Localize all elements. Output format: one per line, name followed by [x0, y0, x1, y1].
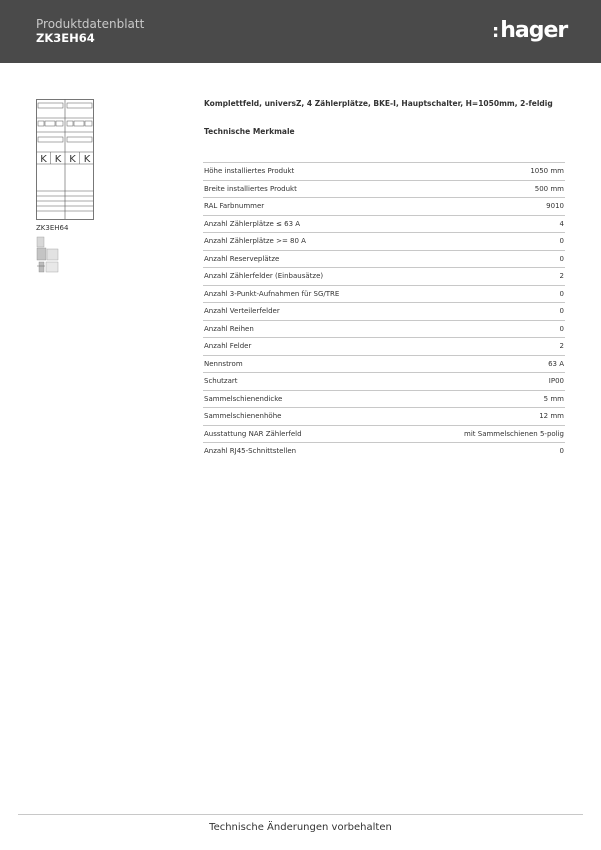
product-description: Komplettfeld, universZ, 4 Zählerplätze, BKE-I, Hauptschalter, H=1050mm, 2-feldig — [204, 99, 553, 108]
spec-label: Sammelschienenhöhe — [204, 412, 282, 421]
spec-label: Anzahl RJ45-Schnittstellen — [204, 447, 297, 456]
spec-row — [203, 425, 565, 443]
section-title-technical-features: Technische Merkmale — [204, 127, 295, 136]
spec-label: Schutzart — [204, 377, 238, 386]
spec-row — [203, 355, 565, 373]
product-photo-thumbnail[interactable] — [36, 236, 60, 274]
spec-label: Nennstrom — [204, 359, 243, 368]
spec-row — [203, 285, 565, 303]
header-bar — [0, 0, 601, 63]
spec-label: Anzahl Zählerplätze ≤ 63 A — [204, 219, 301, 228]
footer-note: Technische Änderungen vorbehalten — [209, 822, 392, 833]
spec-label: Anzahl Reserveplätze — [204, 254, 280, 263]
spec-row — [203, 233, 565, 251]
spec-value: 1050 mm — [530, 167, 564, 176]
meter-label: K — [40, 154, 47, 165]
spec-row — [203, 443, 565, 460]
hager-logo: :hager — [492, 18, 568, 43]
product-schematic-image — [36, 99, 94, 220]
footer-divider — [18, 814, 583, 815]
spec-row — [203, 373, 565, 391]
spec-value: 4 — [559, 219, 564, 228]
spec-label: Anzahl Felder — [204, 342, 252, 351]
spec-row — [203, 163, 565, 181]
spec-row — [203, 268, 565, 286]
spec-value: 2 — [559, 342, 564, 351]
meter-label: K — [54, 154, 62, 165]
spec-label: Sammelschienendicke — [204, 394, 283, 403]
spec-label: Anzahl Zählerplätze >= 80 A — [204, 237, 306, 246]
spec-row — [203, 390, 565, 408]
spec-label: Anzahl 3-Punkt-Aufnahmen für SG/TRE — [204, 289, 340, 298]
meter-label: K — [83, 154, 91, 165]
spec-row — [203, 320, 565, 338]
spec-value: 0 — [559, 307, 564, 316]
spec-label: Anzahl Reihen — [204, 324, 254, 333]
spec-value: 5 mm — [543, 394, 564, 403]
thumbnail-caption: ZK3EH64 — [36, 224, 69, 232]
spec-label: Höhe installiertes Produkt — [204, 167, 295, 176]
spec-value: 0 — [559, 289, 564, 298]
spec-value: 9010 — [546, 202, 564, 211]
spec-label: RAL Farbnummer — [204, 202, 265, 211]
technical-specs-table — [203, 162, 565, 460]
spec-row — [203, 338, 565, 356]
spec-value: 12 mm — [539, 412, 564, 421]
spec-value: 500 mm — [534, 184, 564, 193]
meter-label: K — [69, 154, 76, 165]
spec-value: IP00 — [548, 377, 564, 386]
spec-value: mit Sammelschienen 5-polig — [464, 429, 564, 438]
spec-label: Anzahl Verteilerfelder — [204, 307, 280, 316]
spec-label: Ausstattung NAR Zählerfeld — [204, 429, 302, 438]
spec-value: 0 — [559, 237, 564, 246]
spec-label: Anzahl Zählerfelder (Einbausätze) — [204, 272, 324, 281]
spec-row — [203, 180, 565, 198]
spec-value: 0 — [559, 254, 564, 263]
document-type: Produktdatenblatt — [36, 17, 145, 31]
spec-value: 2 — [559, 272, 564, 281]
spec-row — [203, 215, 565, 233]
spec-row — [203, 303, 565, 321]
spec-row — [203, 250, 565, 268]
spec-row — [203, 408, 565, 426]
product-code: ZK3EH64 — [36, 31, 95, 45]
spec-label: Breite installiertes Produkt — [204, 184, 297, 193]
spec-value: 0 — [559, 447, 564, 456]
spec-value: 0 — [559, 324, 564, 333]
spec-value: 63 A — [548, 359, 564, 368]
spec-row — [203, 198, 565, 216]
